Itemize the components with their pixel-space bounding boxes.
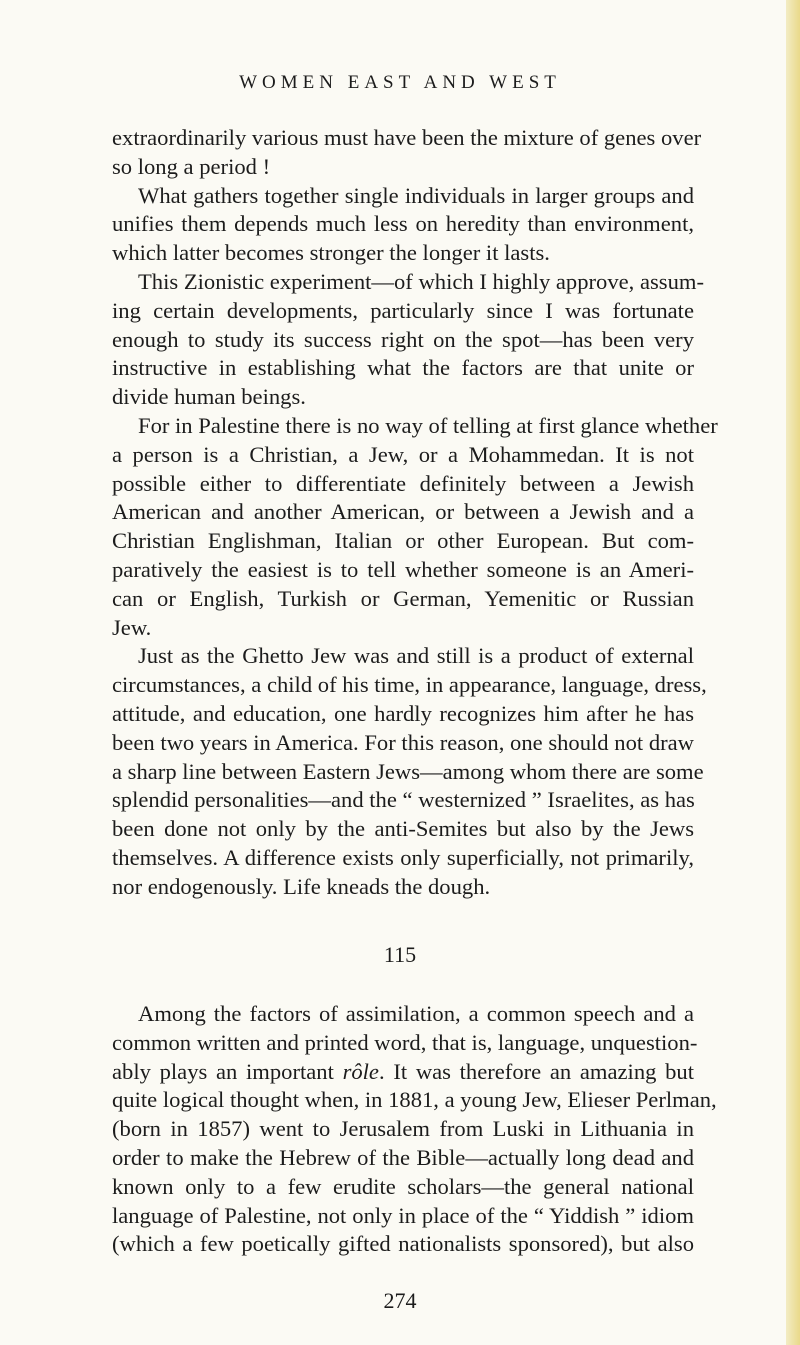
section-number: 115 [383, 942, 417, 967]
text-segment: . It was therefore an amazing but [378, 1058, 694, 1084]
text-line: been done not only by the anti-Semites but also by the Jews [112, 816, 694, 842]
text-line: paratively the easiest is to tell whether someone is an Ameri- [112, 556, 694, 582]
text-line-with-italic [112, 1058, 694, 1087]
text-line: What gathers together single individuals in larger groups and [138, 182, 694, 208]
text-line: splendid personalities—and the “ westernized ” Israelites, as has [112, 787, 695, 813]
running-header: WOMEN EAST AND WEST [239, 72, 561, 93]
text-line: so long a period ! [112, 153, 271, 179]
text-line: enough to study its success right on the spot—has been very [112, 326, 694, 352]
italic-word: rôle [342, 1058, 379, 1084]
page-number: 274 [383, 1288, 417, 1313]
text-line: a sharp line between Eastern Jews—among whom there are some [112, 758, 704, 784]
text-line: Christian Englishman, Italian or other European. But com- [112, 528, 694, 554]
text-block-2 [112, 1000, 717, 1259]
text-line: common written and printed word, that is, language, unquestion- [112, 1029, 698, 1055]
text-line: attitude, and education, one hardly recognizes him after he has [112, 700, 694, 726]
text-line: unifies them depends much less on heredity than environment, [112, 211, 694, 237]
text-line: quite logical thought when, in 1881, a young Jew, Elieser Perlman, [112, 1087, 717, 1113]
text-block-1 [112, 124, 718, 902]
text-line: instructive in establishing what the factors are that unite or [112, 355, 694, 381]
text-line: themselves. A difference exists only superficially, not primarily, [112, 844, 694, 870]
text-line: which latter becomes stronger the longer it lasts. [112, 240, 550, 266]
text-line: American and another American, or between a Jewish and a [112, 499, 694, 525]
text-line: (born in 1857) went to Jerusalem from Luski in Lithuania in [112, 1116, 694, 1142]
text-line: a person is a Christian, a Jew, or a Mohammedan. It is not [112, 441, 694, 467]
text-line: Jew. [112, 614, 152, 640]
text-line: extraordinarily various must have been the mixture of genes over [112, 125, 702, 150]
text-line: circumstances, a child of his time, in appearance, language, dress, [112, 672, 707, 698]
text-line: order to make the Hebrew of the Bible—actually long dead and [112, 1144, 694, 1170]
text-line: ing certain developments, particularly since I was fortunate [112, 297, 694, 323]
text-line: Just as the Ghetto Jew was and still is a product of external [138, 643, 694, 669]
text-line: possible either to differentiate definitely between a Jewish [112, 470, 694, 496]
text-line: Among the factors of assimilation, a common speech and a [138, 1001, 694, 1026]
text-line: divide human beings. [112, 384, 306, 410]
text-line: language of Palestine, not only in place of the “ Yiddish ” idiom [112, 1202, 694, 1228]
text-line: been two years in America. For this reason, one should not draw [112, 729, 694, 755]
text-segment: ably plays an important [112, 1058, 343, 1084]
text-line: can or English, Turkish or German, Yemenitic or Russian [112, 585, 694, 611]
text-line: nor endogenously. Life kneads the dough. [112, 873, 491, 899]
text-line: (which a few poetically gifted nationalists sponsored), but also [112, 1231, 694, 1257]
text-line: known only to a few erudite scholars—the general national [112, 1173, 694, 1199]
page-edge [786, 0, 800, 1345]
text-line: For in Palestine there is no way of telling at first glance whether [138, 412, 718, 438]
text-line: This Zionistic experiment—of which I highly approve, assum- [138, 268, 704, 294]
